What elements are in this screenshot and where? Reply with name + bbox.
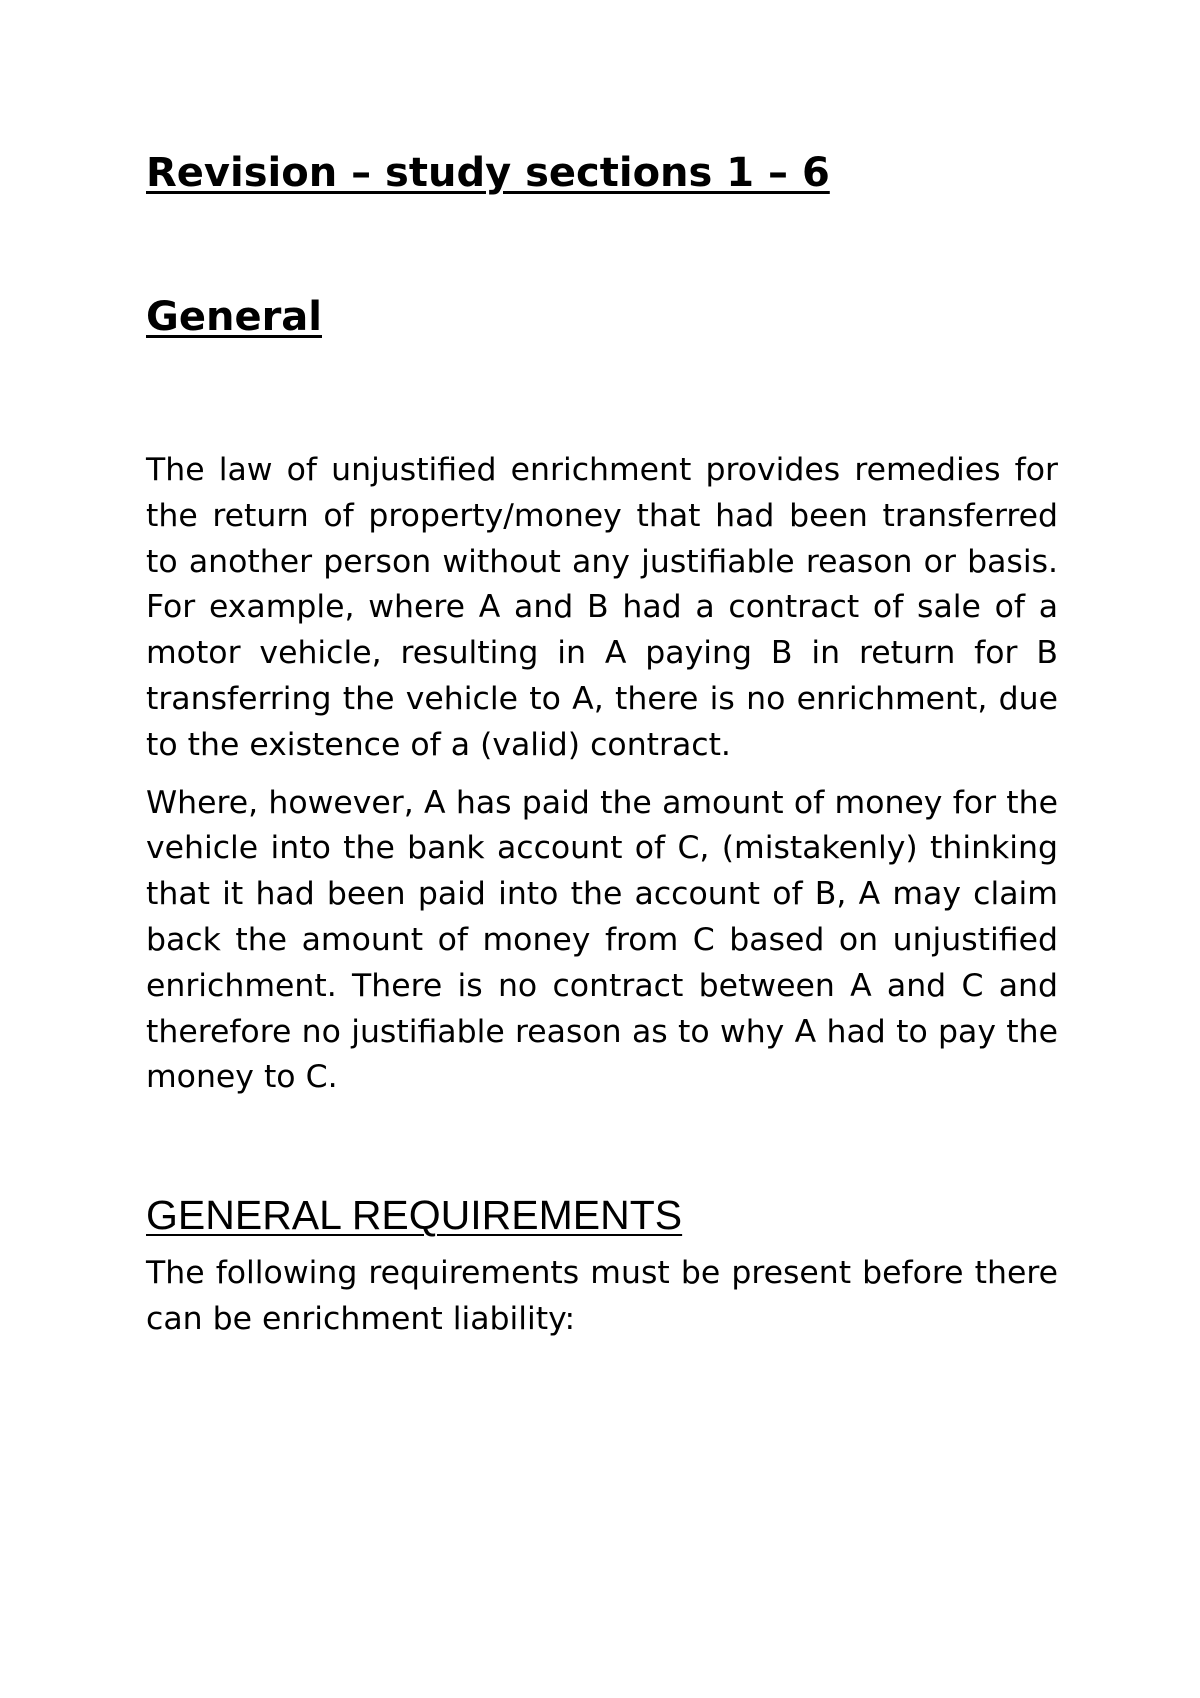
document-title: Revision – study sections 1 – 6: [146, 150, 830, 196]
subheading-general: General: [146, 294, 322, 340]
paragraph-intro: The law of unjustified enrichment provides remedies for the return of property/money that had been transferred to another person without any justifiable reason or basis. For example, where A and B had a contract of sale of a motor vehicle, resulting in A paying B in return for B transferring the vehicle to A, there is no enrichment, due to the existence of a (valid) contract.: [146, 452, 1058, 763]
paragraph-requirements: The following requirements must be present before there can be enrichment liability:: [146, 1255, 1058, 1337]
document-body: [146, 150, 1058, 1343]
section-heading-general-requirements: GENERAL REQUIREMENTS: [146, 1192, 683, 1239]
paragraph-example: Where, however, A has paid the amount of money for the vehicle into the bank account of C, (mistakenly) thinking that it had been paid into the account of B, A may claim back the amount of money from C based on unjustified enrichment. There is no contract between A and C and therefore no justifiable reason as to why A had to pay the money to C.: [146, 784, 1058, 1096]
